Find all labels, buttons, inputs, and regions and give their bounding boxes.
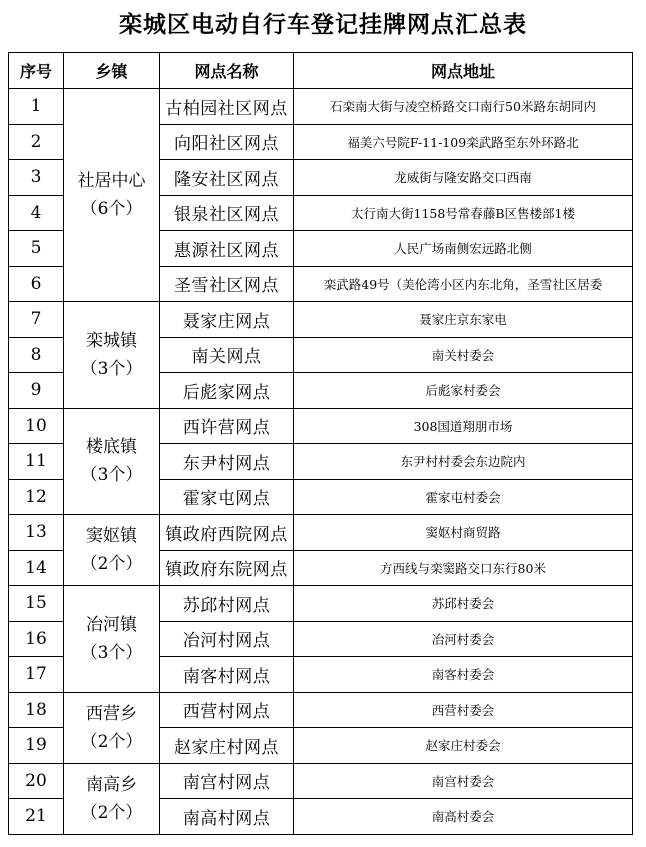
- town-count: （6个）: [80, 199, 143, 219]
- outlet-address: 栾武路49号（美伦湾小区内东北角，圣雪社区居委: [294, 266, 633, 302]
- row-number: 6: [9, 266, 64, 302]
- row-number: 11: [9, 444, 64, 480]
- row-number: 21: [9, 799, 64, 835]
- town-count: （3个）: [80, 358, 143, 379]
- row-number: 14: [9, 550, 64, 586]
- row-number: 9: [9, 373, 64, 409]
- row-number: 18: [9, 692, 64, 728]
- header-address: 网点地址: [294, 53, 633, 89]
- town-name: 西营乡: [86, 703, 137, 724]
- outlet-name: 南关网点: [160, 337, 294, 373]
- row-number: 16: [9, 621, 64, 657]
- page-title: 栾城区电动自行车登记挂牌网点汇总表: [119, 11, 527, 38]
- outlet-name: 南客村网点: [160, 657, 294, 693]
- outlet-name: 南高村网点: [160, 799, 294, 835]
- outlet-table: [8, 52, 633, 835]
- row-number: 4: [9, 195, 64, 231]
- outlet-name: 隆安社区网点: [160, 160, 294, 196]
- table-row: [9, 408, 633, 444]
- outlet-address: 南关村委会: [294, 337, 633, 373]
- outlet-name: 向阳社区网点: [160, 124, 294, 160]
- outlet-address: 赵家庄村委会: [294, 728, 633, 764]
- row-number: 15: [9, 586, 64, 622]
- outlet-address: 方西线与栾窦路交口东行80米: [294, 550, 633, 586]
- outlet-address: 窦妪村商贸路: [294, 515, 633, 551]
- outlet-name: 聂家庄网点: [160, 302, 294, 338]
- row-number: 1: [9, 89, 64, 125]
- outlet-name: 古柏园社区网点: [160, 89, 294, 125]
- table-row: [9, 586, 633, 622]
- town-cell: [64, 302, 160, 409]
- town-name: 栾城镇: [86, 330, 137, 351]
- row-number: 10: [9, 408, 64, 444]
- header-town: 乡镇: [64, 53, 160, 89]
- outlet-name: 后彪家网点: [160, 373, 294, 409]
- town-cell: [64, 515, 160, 586]
- town-name: 社居中心: [77, 171, 146, 191]
- row-number: 7: [9, 302, 64, 338]
- row-number: 13: [9, 515, 64, 551]
- outlet-name: 镇政府东院网点: [160, 550, 294, 586]
- town-name: 楼底镇: [86, 437, 137, 458]
- table-row: [9, 692, 633, 728]
- outlet-address: 南客村委会: [294, 657, 633, 693]
- town-cell: [64, 586, 160, 693]
- outlet-name: 惠源社区网点: [160, 231, 294, 267]
- table-row: [9, 515, 633, 551]
- row-number: 5: [9, 231, 64, 267]
- outlet-name: 西许营网点: [160, 408, 294, 444]
- outlet-address: 西营村委会: [294, 692, 633, 728]
- row-number: 2: [9, 124, 64, 160]
- row-number: 19: [9, 728, 64, 764]
- outlet-address: 南高村委会: [294, 799, 633, 835]
- outlet-address: 霍家屯村委会: [294, 479, 633, 515]
- outlet-address: 东尹村村委会东边院内: [294, 444, 633, 480]
- outlet-name: 冶河村网点: [160, 621, 294, 657]
- town-count: （2个）: [80, 802, 143, 823]
- town-cell: [64, 763, 160, 834]
- header-no: 序号: [9, 53, 64, 89]
- table-row: [9, 302, 633, 338]
- town-count: （2个）: [80, 554, 143, 574]
- outlet-name: 西营村网点: [160, 692, 294, 728]
- header-name: 网点名称: [160, 53, 294, 89]
- outlet-name: 东尹村网点: [160, 444, 294, 480]
- town-name: 窦妪镇: [86, 526, 137, 546]
- table-header-row: [9, 53, 633, 89]
- row-number: 17: [9, 657, 64, 693]
- outlet-address: 后彪家村委会: [294, 373, 633, 409]
- outlet-address: 太行南大街1158号常春藤B区售楼部1楼: [294, 195, 633, 231]
- outlet-address: 人民广场南侧宏远路北侧: [294, 231, 633, 267]
- outlet-name: 镇政府西院网点: [160, 515, 294, 551]
- outlet-address: 冶河村委会: [294, 621, 633, 657]
- town-count: （3个）: [80, 642, 143, 663]
- outlet-address: 福美六号院F-11-109栾武路至东外环路北: [294, 124, 633, 160]
- row-number: 8: [9, 337, 64, 373]
- outlet-address: 石栾南大街与凌空桥路交口南行50米路东胡同内: [294, 89, 633, 125]
- outlet-address: 南宫村委会: [294, 763, 633, 799]
- town-cell: [64, 89, 160, 302]
- outlet-name: 银泉社区网点: [160, 195, 294, 231]
- town-count: （2个）: [80, 731, 143, 752]
- outlet-name: 苏邱村网点: [160, 586, 294, 622]
- outlet-name: 南宫村网点: [160, 763, 294, 799]
- row-number: 12: [9, 479, 64, 515]
- town-cell: [64, 408, 160, 515]
- town-name: 南高乡: [86, 774, 137, 795]
- row-number: 20: [9, 763, 64, 799]
- outlet-address: 聂家庄京东家电: [294, 302, 633, 338]
- town-name: 冶河镇: [86, 614, 137, 635]
- outlet-name: 赵家庄村网点: [160, 728, 294, 764]
- outlet-address: 苏邱村委会: [294, 586, 633, 622]
- table-row: [9, 89, 633, 125]
- table-row: [9, 763, 633, 799]
- outlet-name: 霍家屯网点: [160, 479, 294, 515]
- town-cell: [64, 692, 160, 763]
- town-count: （3个）: [80, 465, 143, 486]
- outlet-name: 圣雪社区网点: [160, 266, 294, 302]
- outlet-address: 龙威街与隆安路交口西南: [294, 160, 633, 196]
- outlet-address: 308国道翔朋市场: [294, 408, 633, 444]
- row-number: 3: [9, 160, 64, 196]
